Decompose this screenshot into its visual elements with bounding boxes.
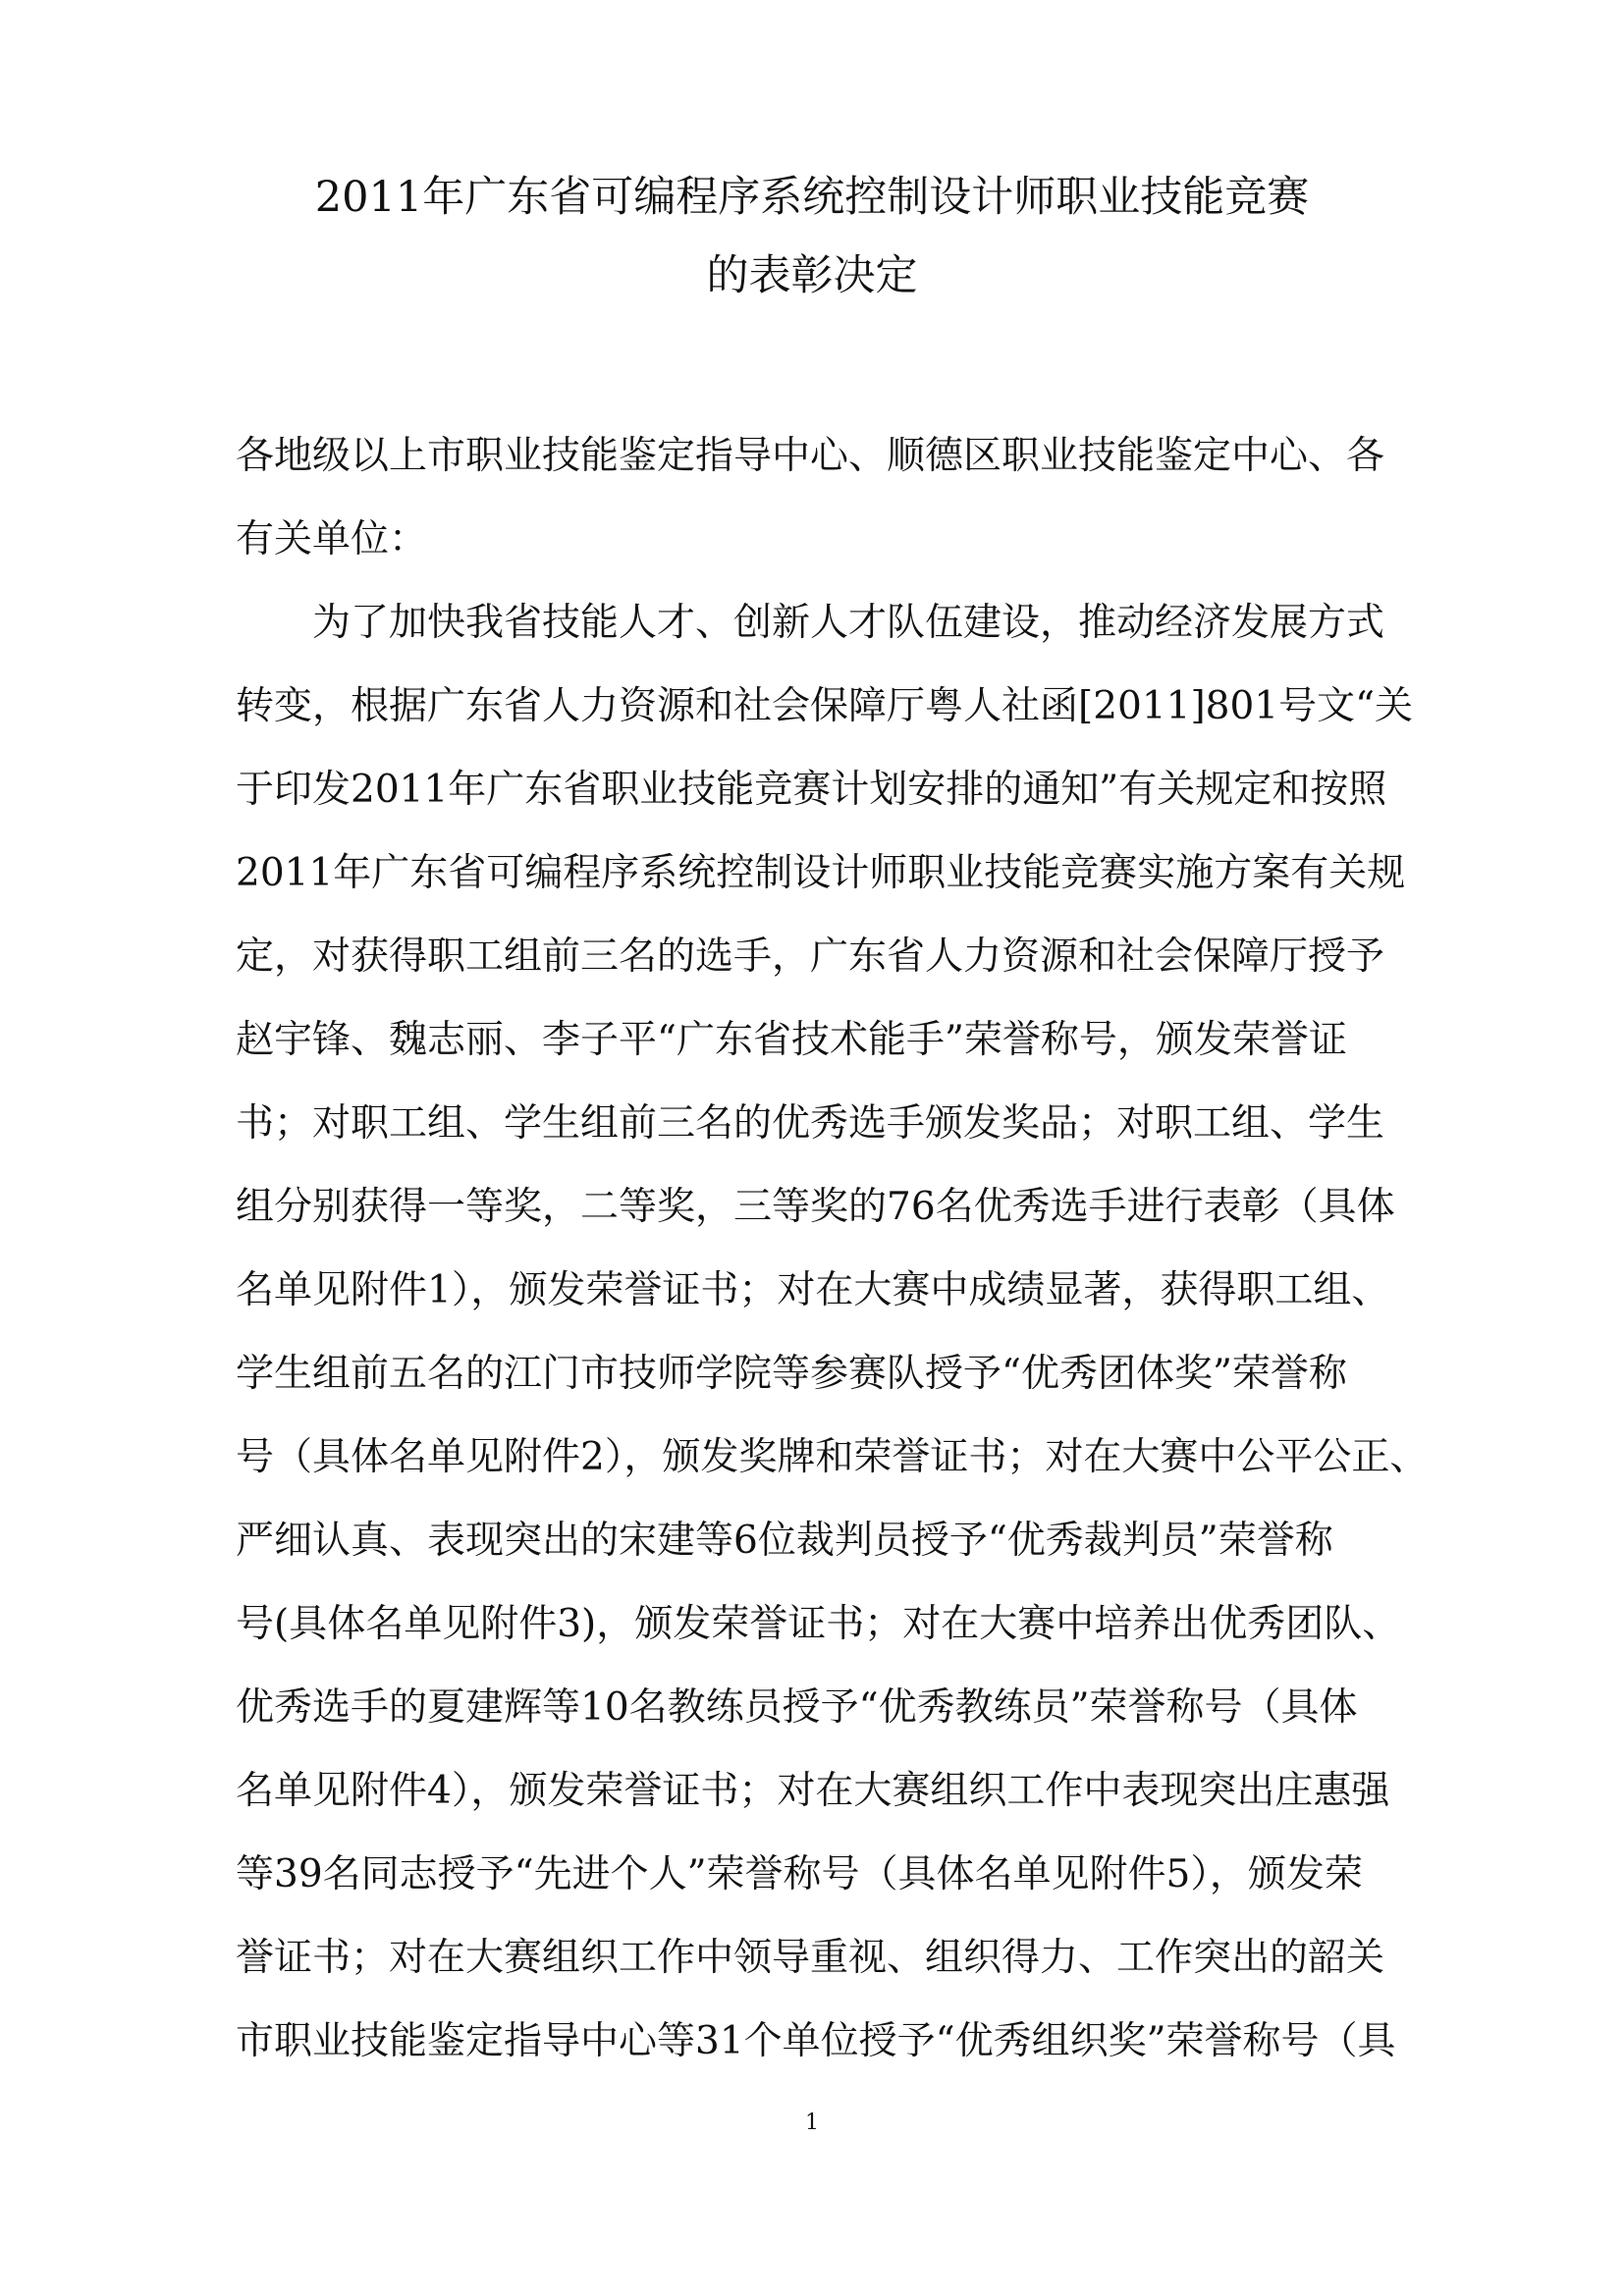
body-line: 定，对获得职工组前三名的选手，广东省人力资源和社会保障厅授予	[236, 934, 1385, 979]
body-line: 市职业技能鉴定指导中心等31个单位授予“优秀组织奖”荣誉称号（具	[236, 2019, 1396, 2063]
page-number: 1	[805, 2110, 819, 2135]
body-line: 名单见附件1），颁发荣誉证书；对在大赛中成绩显著，获得职工组、	[236, 1268, 1390, 1312]
body-line: 有关单位：	[236, 517, 428, 561]
body-line: 组分别获得一等奖，二等奖，三等奖的76名优秀选手进行表彰（具体	[236, 1185, 1395, 1229]
body-line: 为了加快我省技能人才、创新人才队伍建设，推动经济发展方式	[236, 601, 1385, 645]
body-line: 学生组前五名的江门市技师学院等参赛队授予“优秀团体奖”荣誉称	[236, 1352, 1347, 1396]
body-line: 誉证书；对在大赛组织工作中领导重视、组织得力、工作突出的韶关	[236, 1936, 1385, 1980]
body-line: 号(具体名单见附件3)，颁发荣誉证书；对在大赛中培养出优秀团队、	[236, 1602, 1401, 1646]
body-line: 优秀选手的夏建辉等10名教练员授予“优秀教练员”荣誉称号（具体	[236, 1685, 1358, 1730]
document-title-line-1: 2011年广东省可编程序系统控制设计师职业技能竞赛	[314, 173, 1310, 222]
body-line: 转变，根据广东省人力资源和社会保障厅粤人社函[2011]801号文“关	[236, 684, 1414, 728]
body-line: 严细认真、表现突出的宋建等6位裁判员授予“优秀裁判员”荣誉称	[236, 1519, 1333, 1563]
body-line: 于印发2011年广东省职业技能竞赛计划安排的通知”有关规定和按照	[236, 768, 1387, 812]
body-line: 各地级以上市职业技能鉴定指导中心、顺德区职业技能鉴定中心、各	[236, 434, 1385, 478]
document-title-line-2: 的表彰决定	[706, 251, 918, 300]
body-line: 等39名同志授予“先进个人”荣誉称号（具体名单见附件5），颁发荣	[236, 1852, 1363, 1896]
body-line: 书；对职工组、学生组前三名的优秀选手颁发奖品；对职工组、学生	[236, 1101, 1385, 1146]
body-line: 2011年广东省可编程序系统控制设计师职业技能竞赛实施方案有关规	[236, 851, 1406, 895]
body-line: 名单见附件4），颁发荣誉证书；对在大赛组织工作中表现突出庄惠强	[236, 1769, 1390, 1813]
body-line: 号（具体名单见附件2），颁发奖牌和荣誉证书；对在大赛中公平公正、	[236, 1435, 1429, 1479]
body-line: 赵宇锋、魏志丽、李子平“广东省技术能手”荣誉称号，颁发荣誉证	[236, 1018, 1347, 1062]
